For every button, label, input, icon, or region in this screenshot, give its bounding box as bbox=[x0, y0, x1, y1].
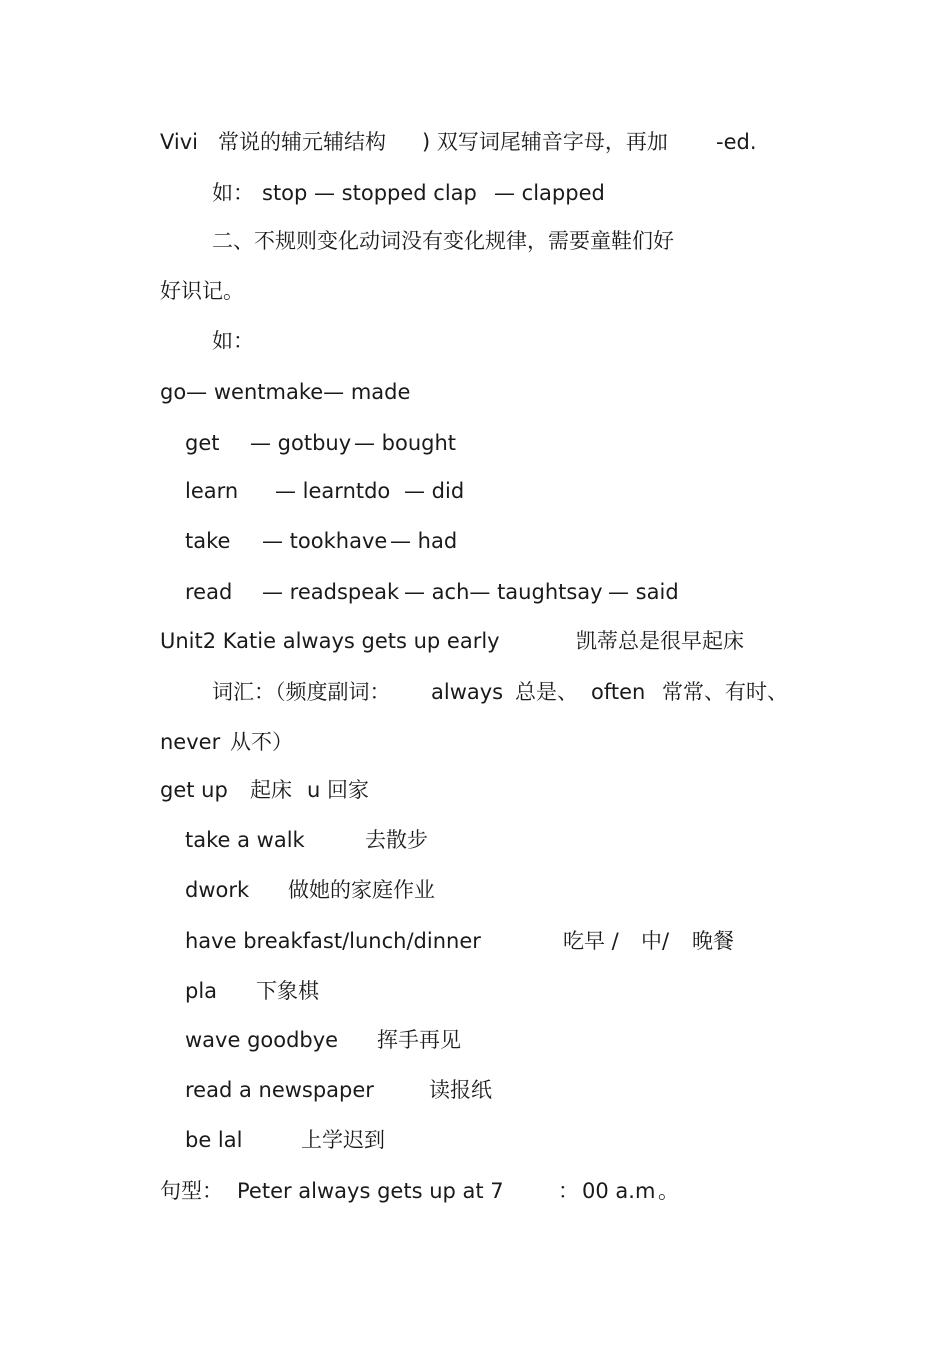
text-segment: — gotbuy bbox=[250, 431, 352, 455]
text-segment: -ed. bbox=[716, 130, 757, 154]
text-segment: dwork bbox=[185, 878, 250, 902]
text-segment: stop bbox=[262, 181, 308, 205]
text-segment: — did bbox=[404, 479, 465, 503]
text-segment: u 回家 bbox=[307, 778, 369, 802]
text-segment: take a walk bbox=[185, 828, 305, 852]
text-segment: — ach— taughtsay bbox=[404, 580, 603, 604]
text-segment: 读报纸 bbox=[429, 1078, 492, 1102]
text-segment: 挥手再见 bbox=[377, 1028, 461, 1052]
text-segment: 做她的家庭作业 bbox=[288, 878, 435, 902]
text-segment: 好识记。 bbox=[160, 279, 244, 303]
text-segment: Unit2 Katie always gets up early bbox=[160, 629, 500, 653]
text-segment: read a newspaper bbox=[185, 1078, 374, 1102]
text-line bbox=[0, 1178, 950, 1360]
text-segment: Vivi bbox=[160, 130, 199, 154]
text-segment: — stopped clap bbox=[314, 181, 477, 205]
text-segment: 常说的辅元辅结构 bbox=[218, 130, 386, 154]
text-segment: 词汇：（频度副词： bbox=[212, 680, 391, 704]
text-segment: always bbox=[431, 680, 504, 704]
text-segment: 去散步 bbox=[365, 828, 428, 852]
text-segment: — had bbox=[390, 529, 458, 553]
text-segment: go— wentmake— made bbox=[160, 380, 411, 404]
text-segment: — tookhave bbox=[262, 529, 388, 553]
text-segment: wave goodbye bbox=[185, 1028, 339, 1052]
text-segment: 如： bbox=[212, 329, 254, 353]
text-segment: — readspeak bbox=[262, 580, 400, 604]
text-segment: 如： bbox=[212, 181, 254, 205]
text-segment: 凯蒂总是很早起床 bbox=[576, 629, 744, 653]
text-segment: 句型： bbox=[160, 1179, 223, 1203]
text-segment: never bbox=[160, 730, 221, 754]
text-segment: — bought bbox=[354, 431, 457, 455]
text-segment: get bbox=[185, 431, 220, 455]
text-segment: 中/ bbox=[641, 929, 670, 953]
text-segment: — learntdo bbox=[275, 479, 391, 503]
text-segment: 晚餐 bbox=[692, 929, 734, 953]
text-segment: 常常、有时、 bbox=[662, 680, 788, 704]
text-segment: 从不） bbox=[230, 730, 293, 754]
text-segment: take bbox=[185, 529, 231, 553]
text-segment: 二、不规则变化动词没有变化规律，需要童鞋们好 bbox=[212, 229, 674, 253]
text-segment: get up bbox=[160, 778, 228, 802]
text-segment: 。 bbox=[658, 1179, 679, 1203]
text-segment: 起床 bbox=[250, 778, 292, 802]
text-segment: often bbox=[591, 680, 646, 704]
text-segment: Peter always gets up at 7 bbox=[237, 1179, 504, 1203]
text-segment: 下象棋 bbox=[256, 979, 319, 1003]
text-segment: 总是、 bbox=[515, 680, 578, 704]
text-segment: — clapped bbox=[494, 181, 605, 205]
text-segment: pla bbox=[185, 979, 218, 1003]
text-segment: — said bbox=[608, 580, 679, 604]
text-segment: be lal bbox=[185, 1128, 243, 1152]
text-segment: read bbox=[185, 580, 233, 604]
text-segment: 00 a.m bbox=[582, 1179, 656, 1203]
text-segment: 吃早 / bbox=[563, 929, 619, 953]
text-segment: ) 双写词尾辅音字母，再加 bbox=[422, 130, 668, 154]
text-segment: ： bbox=[558, 1179, 579, 1203]
text-segment: learn bbox=[185, 479, 239, 503]
text-segment: 上学迟到 bbox=[301, 1128, 385, 1152]
text-segment: have breakfast/lunch/dinner bbox=[185, 929, 481, 953]
